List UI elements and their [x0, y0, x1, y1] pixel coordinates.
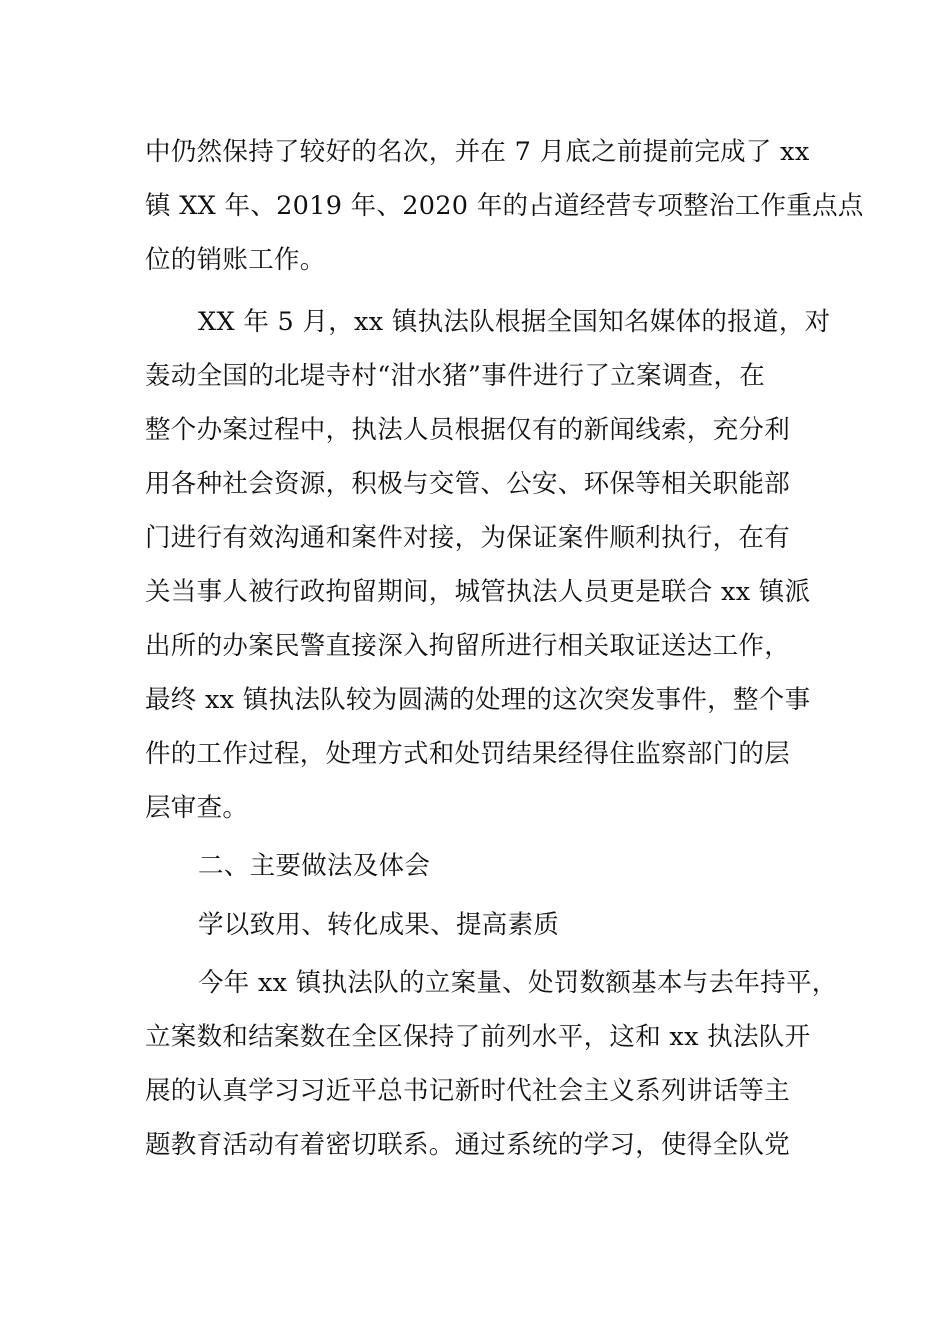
text-line: 整个办案过程中，执法人员根据仅有的新闻线索，充分利	[145, 415, 791, 445]
text-line: 位的销账工作。	[145, 245, 326, 275]
text-line: 今年 xx 镇执法队的立案量、处罚数额基本与去年持平，	[198, 968, 838, 998]
text-line: 出所的办案民警直接深入拘留所进行相关取证送达工作，	[145, 631, 791, 661]
text-line: 关当事人被行政拘留期间，城管执法人员更是联合 xx 镇派	[145, 577, 811, 607]
text-line: 题教育活动有着密切联系。通过系统的学习，使得全队党	[145, 1130, 791, 1160]
text-line: 镇 XX 年、2019 年、2020 年的占道经营专项整治工作重点点	[145, 191, 864, 221]
text-line: 中仍然保持了较好的名次，并在 7 月底之前提前完成了 xx	[145, 137, 810, 167]
sub-heading: 学以致用、转化成果、提高素质	[198, 910, 560, 940]
text-line: 用各种社会资源，积极与交管、公安、环保等相关职能部	[145, 469, 791, 499]
text-line: 立案数和结案数在全区保持了前列水平，这和 xx 执法队开	[145, 1022, 811, 1052]
text-line: 件的工作过程，处理方式和处罚结果经得住监察部门的层	[145, 739, 791, 769]
text-line: 门进行有效沟通和案件对接，为保证案件顺利执行，在有	[145, 523, 791, 553]
text-line: 轰动全国的北堤寺村“泔水猪”事件进行了立案调查，在	[145, 361, 766, 391]
text-line: 展的认真学习习近平总书记新时代社会主义系列讲话等主	[145, 1076, 791, 1106]
text-line: XX 年 5 月，xx 镇执法队根据全国知名媒体的报道，对	[198, 307, 831, 337]
section-heading: 二、主要做法及体会	[198, 851, 431, 881]
text-line: 层审查。	[145, 793, 249, 823]
text-line: 最终 xx 镇执法队较为圆满的处理的这次突发事件，整个事	[145, 685, 811, 715]
